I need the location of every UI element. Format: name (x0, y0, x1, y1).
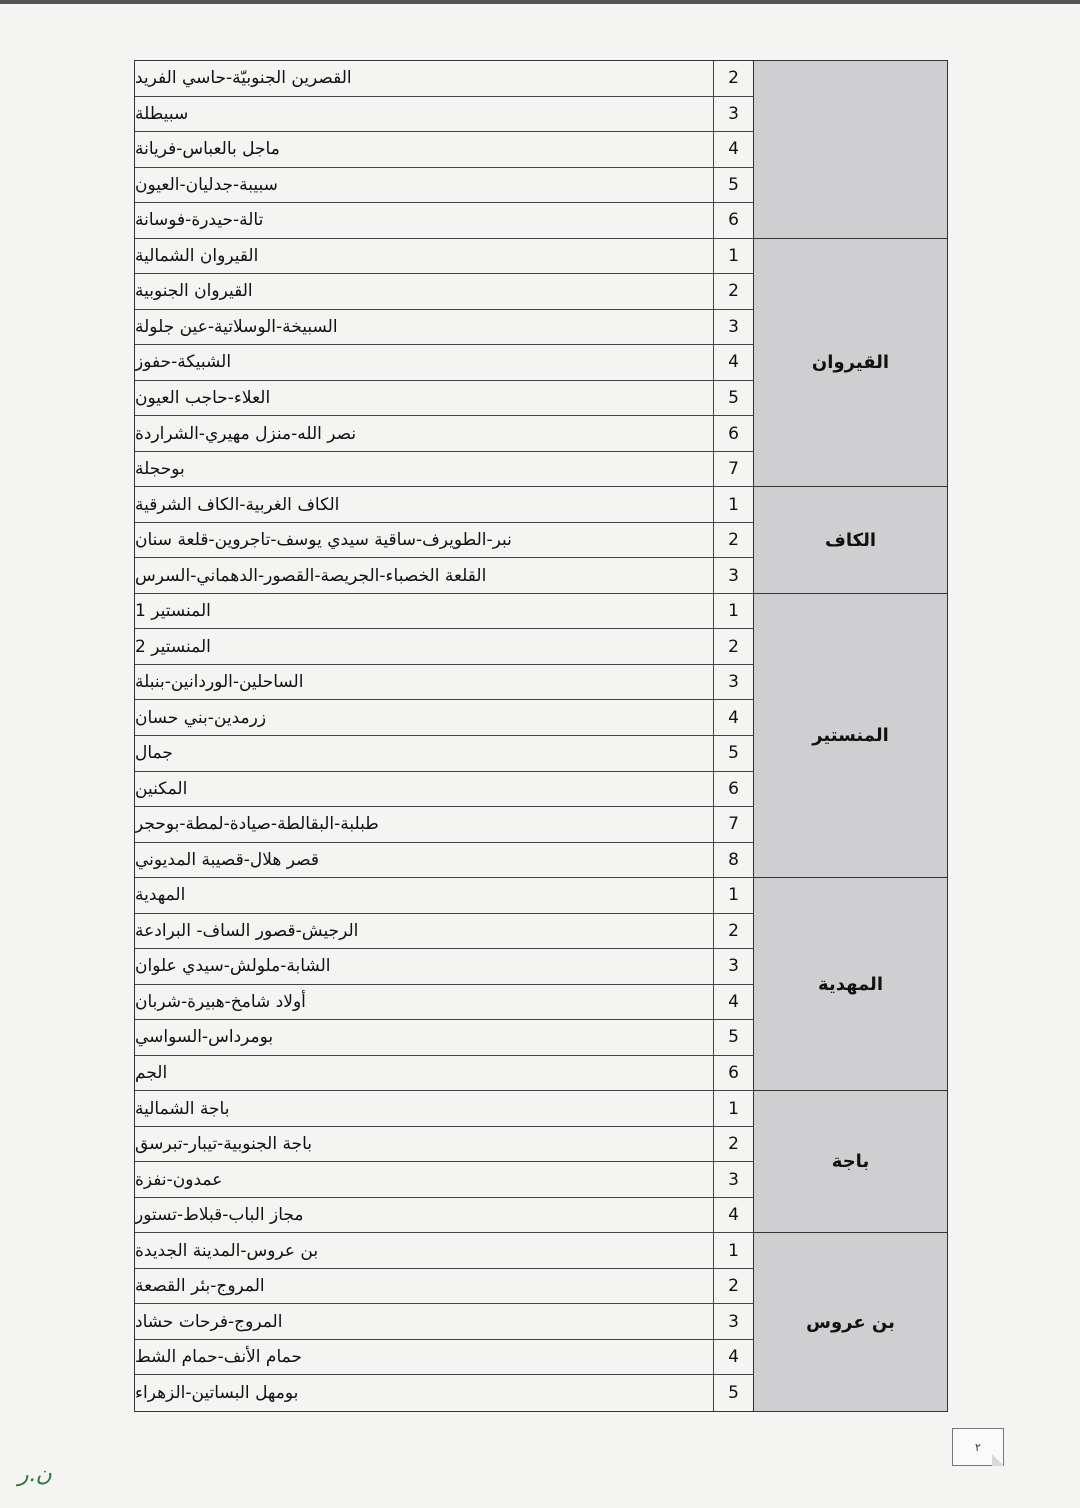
delegation-name: العلاء-حاجب العيون (135, 381, 714, 417)
delegation-name: قصر هلال-قصيبة المديوني (135, 843, 714, 879)
row-number: 3 (714, 665, 754, 701)
delegation-name: المروج-فرحات حشاد (135, 1304, 714, 1340)
delegation-name: ماجل بالعباس-فريانة (135, 132, 714, 168)
row-number: 1 (714, 878, 754, 914)
handwritten-initials: ن.ر (18, 1462, 52, 1487)
delegation-name: سبيطلة (135, 97, 714, 133)
row-number: 2 (714, 274, 754, 310)
delegation-name: بومرداس-السواسي (135, 1020, 714, 1056)
row-number: 5 (714, 168, 754, 204)
row-number: 1 (714, 487, 754, 523)
delegation-name: القلعة الخصباء-الجريصة-القصور-الدهماني-السرس (135, 558, 714, 594)
governorate-cell: القيروان (754, 239, 947, 488)
row-number: 1 (714, 239, 754, 275)
row-number: 4 (714, 132, 754, 168)
delegation-name: المروج-بئر القصعة (135, 1269, 714, 1305)
row-number: 5 (714, 381, 754, 417)
row-number: 3 (714, 949, 754, 985)
governorate-cell: الكاف (754, 487, 947, 594)
delegation-name: الشابة-ملولش-سيدي علوان (135, 949, 714, 985)
row-number: 2 (714, 914, 754, 950)
row-number: 1 (714, 1233, 754, 1269)
delegation-name: أولاد شامخ-هبيرة-شربان (135, 985, 714, 1021)
page-fold-corner (992, 1454, 1004, 1466)
delegation-name: المنستير 2 (135, 629, 714, 665)
row-number: 4 (714, 1340, 754, 1376)
governorate-cell: المهدية (754, 878, 947, 1091)
delegation-name: الكاف الغربية-الكاف الشرقية (135, 487, 714, 523)
delegation-name: الرجيش-قصور الساف- البرادعة (135, 914, 714, 950)
delegation-name: مجاز الباب-قبلاط-تستور (135, 1198, 714, 1234)
row-number: 4 (714, 985, 754, 1021)
row-number: 7 (714, 807, 754, 843)
delegation-name: الشبيكة-حفوز (135, 345, 714, 381)
row-number: 3 (714, 558, 754, 594)
delegation-name: الجم (135, 1056, 714, 1092)
row-number: 6 (714, 1056, 754, 1092)
constituency-table (134, 60, 948, 1412)
delegation-name: القصرين الجنوبيّة-حاسي الفريد (135, 61, 714, 97)
delegation-name: القيروان الشمالية (135, 239, 714, 275)
row-number: 2 (714, 523, 754, 559)
delegation-name: طبلبة-البقالطة-صيادة-لمطة-بوحجر (135, 807, 714, 843)
row-number: 8 (714, 843, 754, 879)
row-number: 2 (714, 1127, 754, 1163)
row-number: 2 (714, 61, 754, 97)
delegation-name: الساحلين-الوردانين-بنبلة (135, 665, 714, 701)
top-edge-line (0, 0, 1080, 4)
row-number: 4 (714, 700, 754, 736)
delegation-name: جمال (135, 736, 714, 772)
delegation-name: نصر الله-منزل مهيري-الشراردة (135, 416, 714, 452)
row-number: 5 (714, 736, 754, 772)
delegation-name: القيروان الجنوبية (135, 274, 714, 310)
row-number: 3 (714, 97, 754, 133)
delegation-name: السبيخة-الوسلاتية-عين جلولة (135, 310, 714, 346)
delegation-name: المهدية (135, 878, 714, 914)
row-number: 3 (714, 310, 754, 346)
row-number: 5 (714, 1375, 754, 1411)
delegation-name: المنستير 1 (135, 594, 714, 630)
governorate-cell: المنستير (754, 594, 947, 878)
row-number: 1 (714, 594, 754, 630)
row-number: 7 (714, 452, 754, 488)
row-number: 6 (714, 772, 754, 808)
row-number: 4 (714, 345, 754, 381)
row-number: 2 (714, 629, 754, 665)
delegation-name: نبر-الطويرف-ساقية سيدي يوسف-تاجروين-قلعة سنان (135, 523, 714, 559)
governorate-cell: باجة (754, 1091, 947, 1233)
row-number: 4 (714, 1198, 754, 1234)
page-number: ٢ (975, 1440, 981, 1454)
row-number: 5 (714, 1020, 754, 1056)
delegation-name: حمام الأنف-حمام الشط (135, 1340, 714, 1376)
governorate-cell: بن عروس (754, 1233, 947, 1411)
delegation-name: تالة-حيدرة-فوسانة (135, 203, 714, 239)
delegation-name: زرمدين-بني حسان (135, 700, 714, 736)
delegation-name: باجة الجنوبية-تيبار-تبرسق (135, 1127, 714, 1163)
delegation-name: باجة الشمالية (135, 1091, 714, 1127)
delegation-name: بومهل البساتين-الزهراء (135, 1375, 714, 1411)
delegation-name: عمدون-نفزة (135, 1162, 714, 1198)
delegation-name: بوحجلة (135, 452, 714, 488)
row-number: 6 (714, 416, 754, 452)
row-number: 3 (714, 1304, 754, 1340)
row-number: 6 (714, 203, 754, 239)
delegation-name: سبيبة-جدليان-العيون (135, 168, 714, 204)
row-number: 3 (714, 1162, 754, 1198)
page-number-box (952, 1428, 1004, 1466)
delegation-name: المكنين (135, 772, 714, 808)
row-number: 1 (714, 1091, 754, 1127)
delegation-name: بن عروس-المدينة الجديدة (135, 1233, 714, 1269)
row-number: 2 (714, 1269, 754, 1305)
governorate-cell (754, 61, 947, 239)
